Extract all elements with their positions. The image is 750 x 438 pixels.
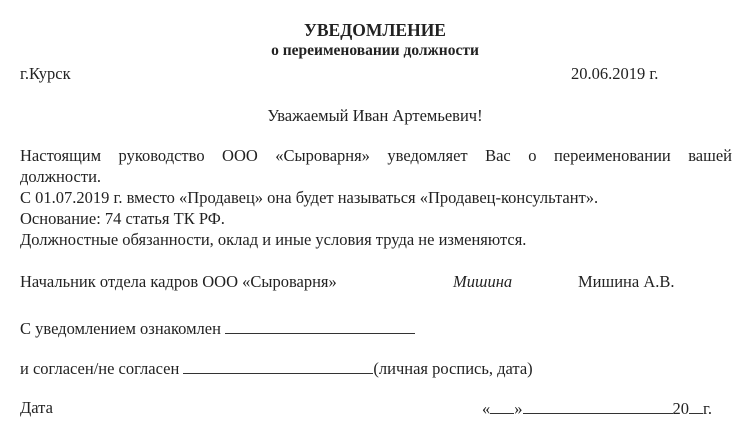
- document-date: 20.06.2019 г.: [571, 64, 659, 83]
- city: г.Курск: [20, 64, 71, 83]
- date-label: Дата: [20, 398, 53, 417]
- day-blank[interactable]: [490, 398, 514, 414]
- body-line-2: должности.: [20, 167, 102, 186]
- signatory-name: Мишина А.В.: [578, 272, 675, 291]
- body-line-1: Настоящим руководство ООО «Сыроварня» уведомляет Вас о переименовании вашей: [20, 146, 732, 165]
- signatory-position: Начальник отдела кадров ООО «Сыроварня»: [20, 272, 337, 291]
- agreement-signature-blank[interactable]: [183, 358, 373, 374]
- familiarized-label: С уведомлением ознакомлен: [20, 319, 221, 338]
- document-subtitle: о переименовании должности: [271, 42, 479, 59]
- signatory-signature: Мишина: [453, 272, 513, 291]
- month-blank[interactable]: [523, 398, 673, 414]
- body-line-4: Основание: 74 статья ТК РФ.: [20, 209, 225, 228]
- familiarized-signature-blank[interactable]: [225, 318, 415, 334]
- date-open-quote: «: [482, 399, 491, 418]
- year-prefix: 20: [672, 399, 689, 418]
- agreement-line: [20, 358, 533, 379]
- year-blank[interactable]: [689, 398, 703, 414]
- signature-hint: (личная роспись, дата): [373, 359, 533, 378]
- body-line-3: С 01.07.2019 г. вместо «Продавец» она будет называться «Продавец-консультант».: [20, 188, 599, 207]
- familiarized-line: [20, 318, 415, 339]
- document-title: УВЕДОМЛЕНИЕ: [304, 20, 446, 40]
- body-line-5: Должностные обязанности, оклад и иные условия труда не изменяются.: [20, 230, 527, 249]
- greeting: Уважаемый Иван Артемьевич!: [267, 106, 483, 125]
- date-blank-line: [482, 398, 712, 419]
- year-suffix: г.: [703, 399, 713, 418]
- agreement-label: и согласен/не согласен: [20, 359, 180, 378]
- date-close-quote: »: [514, 399, 523, 418]
